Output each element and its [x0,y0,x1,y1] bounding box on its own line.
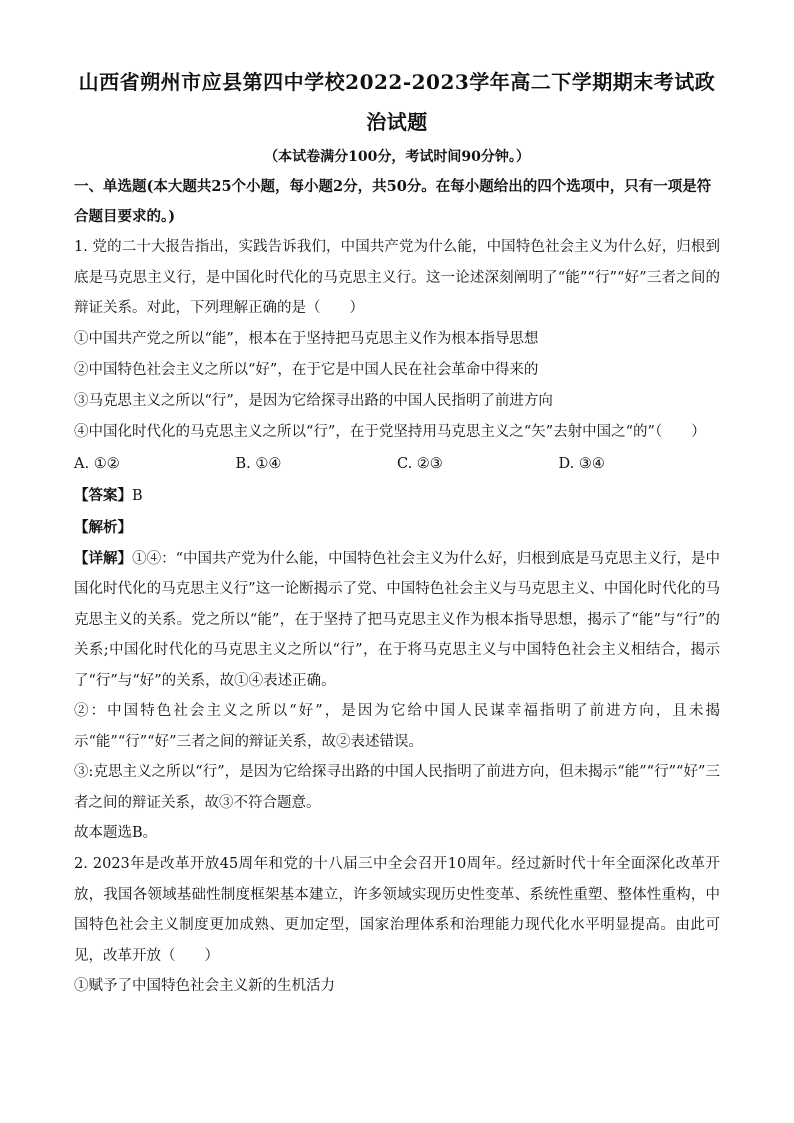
option-c: C. ②③ [397,455,443,472]
document-title-line-2: 治试题 [366,110,428,134]
question-1-item-3: ③马克思主义之所以“行”，是因为它给探寻出路的中国人民指明了前进方向 [74,392,553,409]
question-1-stem: 1. 党的二十大报告指出，实践告诉我们，中国共产党为什么能，中国特色社会主义为什么好，归根到底是马克思主义行，是中国化时代化的马克思主义行。这一论述深刻阐明了“能”“行”“好”三者之间的辩证关系。对此，下列理解正确的是（ ） [74,239,720,316]
answer-label: 【答案】 [74,486,132,504]
document-title-line-1: 山西省朔州市应县第四中学校2022-2023学年高二下学期期末考试政 [78,70,716,94]
detail-paragraph-3: ③:克思主义之所以“行”，是因为它给探寻出路的中国人民指明了前进方向，但未揭示“能”“行”“好”三者之间的辩证关系，故③不符合题意。 [74,764,720,811]
section-heading: 一、单选题(本大题共25个小题，每小题2分，共50分。在每小题给出的四个选项中，只有一项是符合题目要求的。) [74,178,712,225]
detail-label: 【详解】 [74,549,133,567]
answer-value: B [132,487,143,504]
question-1-options [74,448,720,480]
analysis-line [74,512,720,544]
question-2-item-1: ①赋予了中国特色社会主义新的生机活力 [74,978,335,994]
analysis-label: 【解析】 [74,518,132,536]
question-1-item-1: ①中国共产党之所以“能”，根本在于坚持把马克思主义作为根本指导思想 [74,330,539,347]
question-1-item-2: ②中国特色社会主义之所以“好”，在于它是中国人民在社会革命中得来的 [74,361,539,378]
answer-line [74,480,720,512]
question-1-item-4: ④中国化时代化的马克思主义之所以“行”，在于党坚持用马克思主义之“矢”去射中国之“的”（ ） [74,423,706,440]
detail-paragraph-1 [74,544,720,697]
option-b: B. ①④ [235,455,282,472]
exam-instructions: （本试卷满分100分，考试时间90分钟。） [264,149,530,165]
option-a: A. ①② [74,455,120,472]
question-2-stem: 2. 2023年是改革开放45周年和党的十八届三中全会召开10周年。经过新时代十年全面深化改革开放，我国各领域基础性制度框架基本建立，许多领域实现历史性变革、系统性重塑、整体性重构，中国特色社会主义制度更加成熟、更加定型，国家治理体系和治理能力现代化水平明显提高。由此可见，改革开放（ ） [74,856,720,964]
detail-paragraph-2: ②：中国特色社会主义之所以“好”，是因为它给中国人民谋幸福指明了前进方向，且未揭示“能”“行”“好”三者之间的辩证关系，故②表述错误。 [74,703,720,750]
detail-text-1: ①④：“中国共产党为什么能，中国特色社会主义为什么好，归根到底是马克思主义行，是中国化时代化的马克思主义行”这一论断揭示了党、中国特色社会主义与马克思主义、中国化时代化的马克思主义的关系。党之所以“能”，在于坚持了把马克思主义作为根本指导思想，揭示了“能”与“行”的关系;中国化时代化的马克思主义之所以“行”，在于将马克思主义与中国特色社会主义相结合，揭示了“行”与“好”的关系，故①④表述正确。 [74,550,720,689]
question-1-conclusion: 故本题选B。 [74,825,158,841]
option-d: D. ③④ [558,455,605,472]
